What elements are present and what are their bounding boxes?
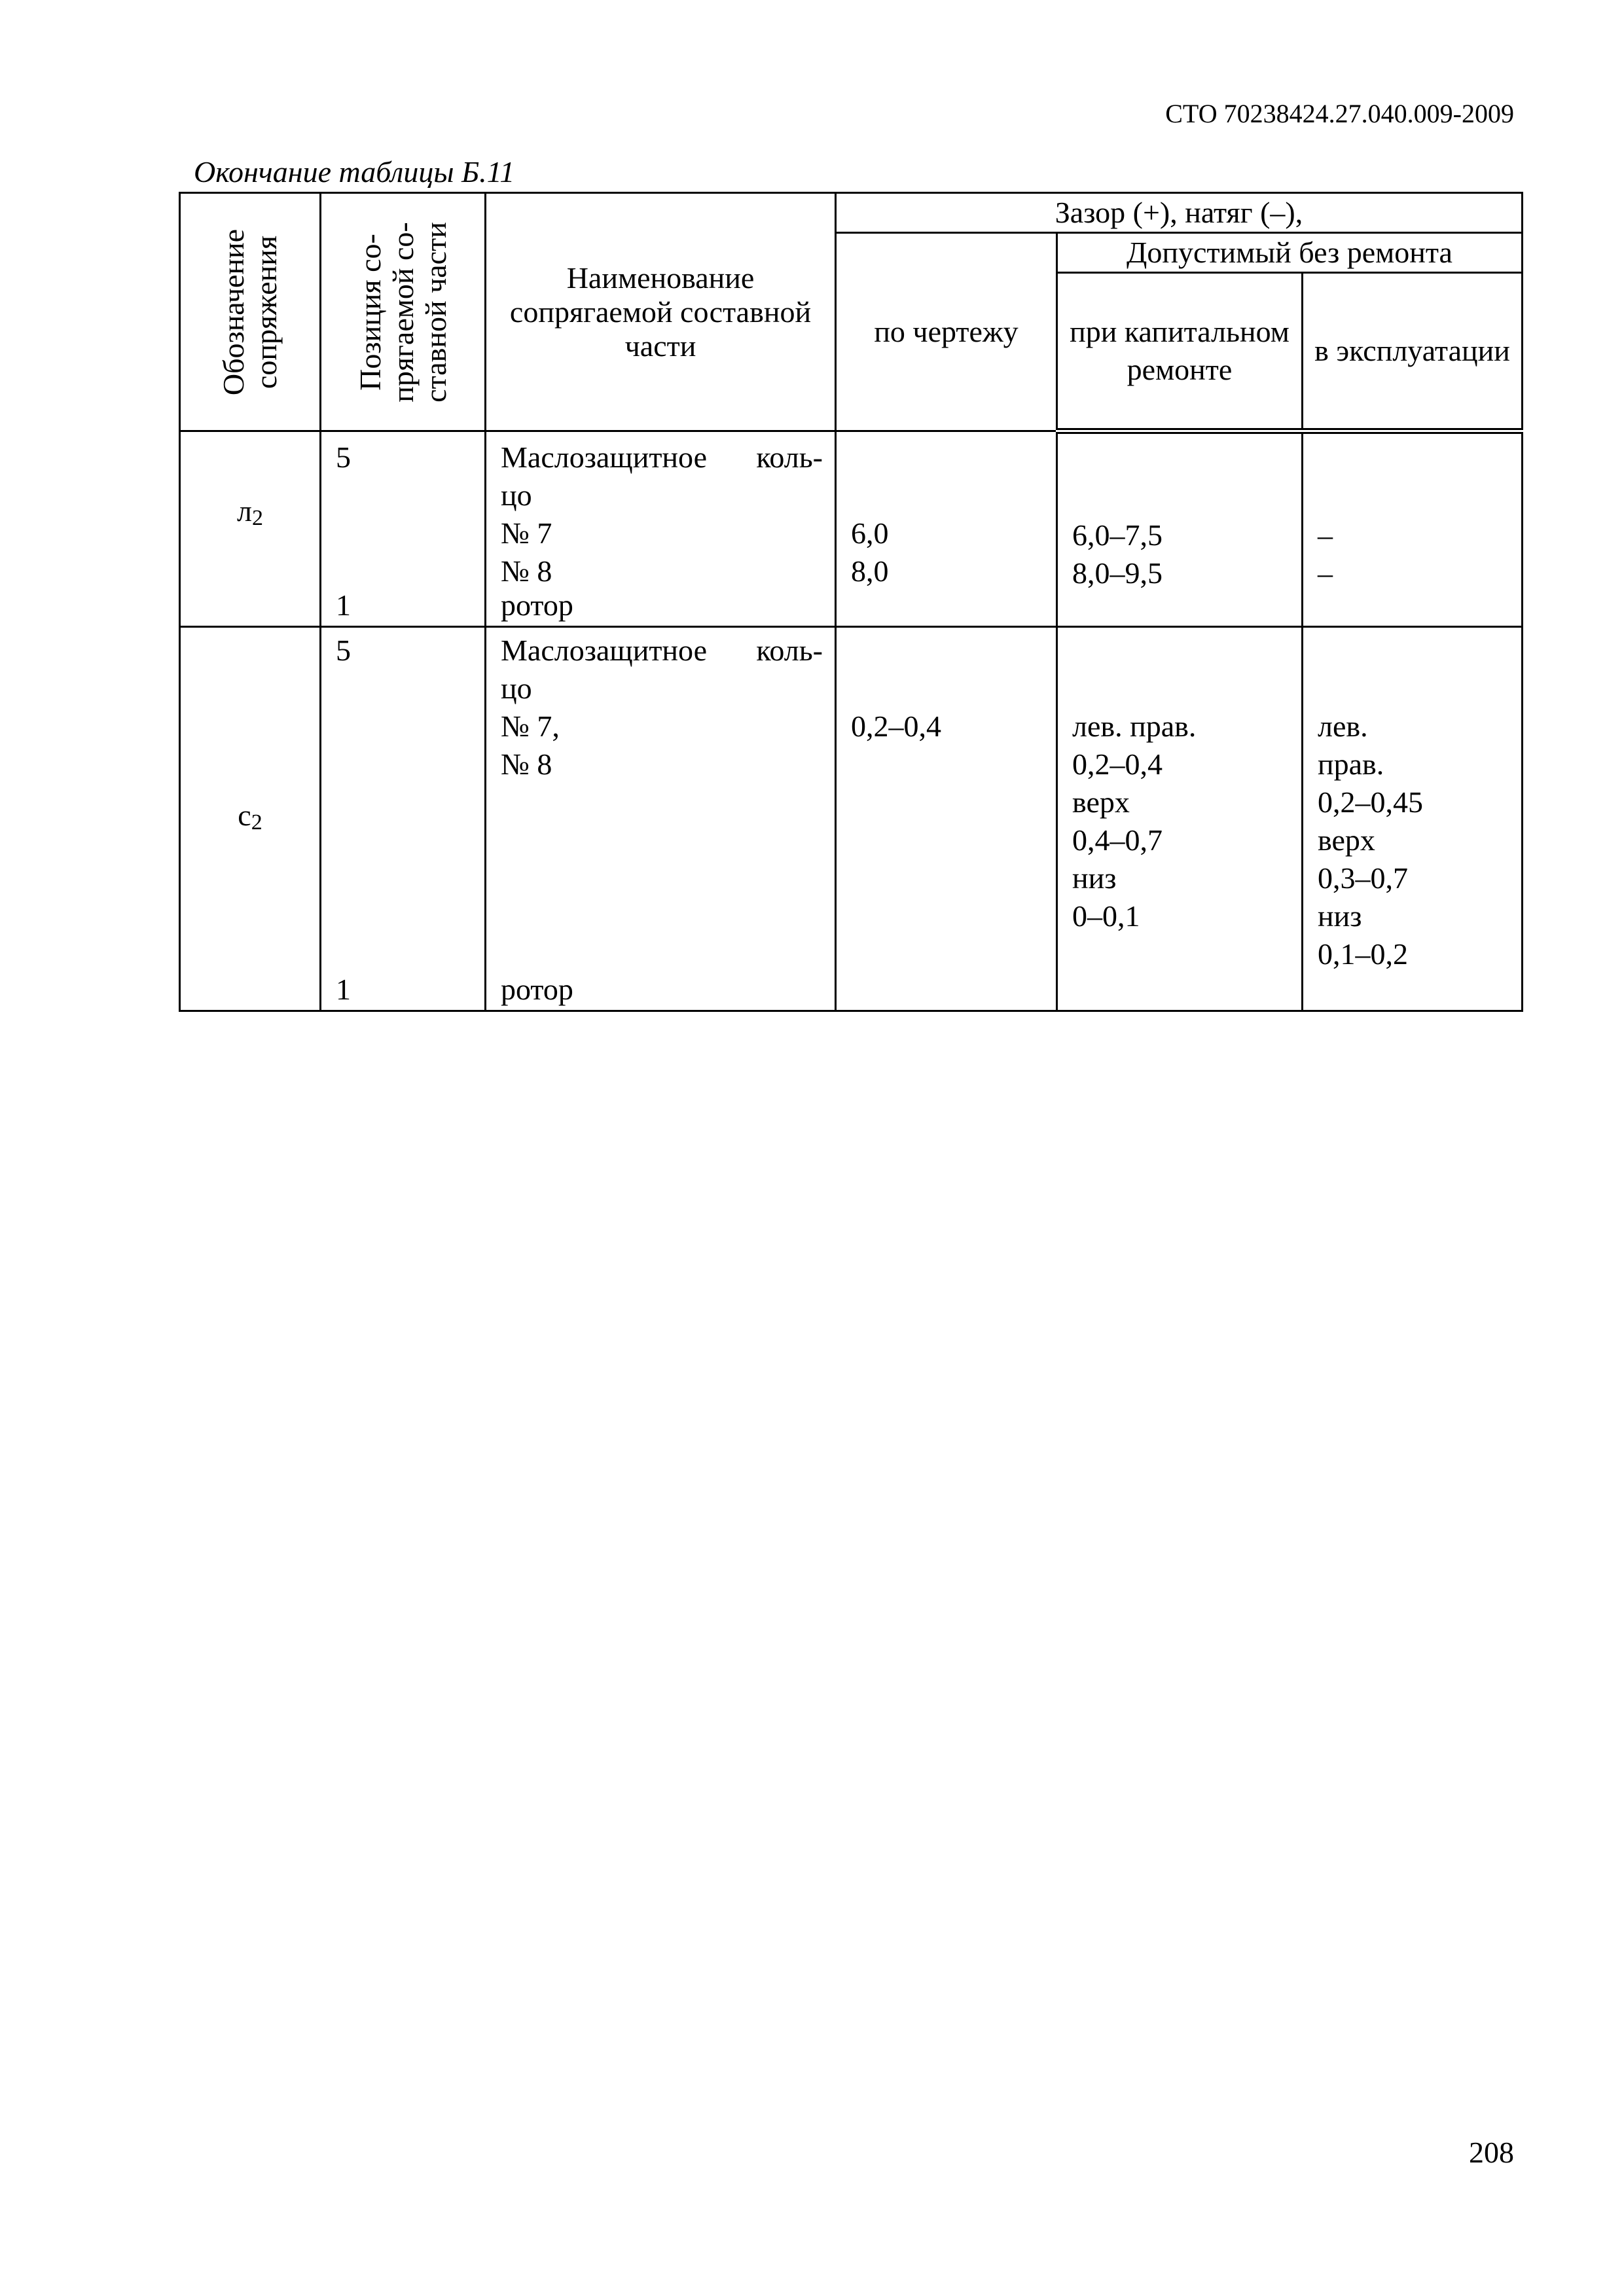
part-name-cell: Маслозащитное коль- цо № 7, № 8 ротор bbox=[486, 627, 836, 1011]
by-drawing-cell: 0,2–0,4 bbox=[836, 627, 1057, 1011]
capital-repair-cell: лев. прав. 0,2–0,4 верх 0,4–0,7 низ 0–0,1 bbox=[1057, 627, 1303, 1011]
table-header bbox=[180, 193, 1523, 431]
designation-cell: $л_2$ bbox=[180, 431, 321, 627]
document-code: СТО 70238424.27.040.009-2009 bbox=[1165, 99, 1514, 128]
header-by-drawing: по чертежу bbox=[836, 233, 1057, 431]
header-allowed-without-repair: Допустимый без ремонта bbox=[1057, 233, 1523, 273]
part-name-cell: Маслозащитное коль- цо № 7 № 8 ротор bbox=[486, 431, 836, 627]
header-position: Позиция со- прягаемой со- ставной части bbox=[321, 193, 486, 431]
header-part-name: Наименование сопрягаемой составной части bbox=[486, 193, 836, 431]
in-operation-cell: – – bbox=[1303, 431, 1523, 627]
table-row bbox=[180, 627, 1523, 1011]
designation-cell: $с_2$ bbox=[180, 627, 321, 1011]
position-cell: 5 1 bbox=[321, 627, 486, 1011]
header-designation: Обозначение сопряжения bbox=[180, 193, 321, 431]
header-capital-repair: при капитальном ремонте bbox=[1057, 273, 1303, 431]
position-cell: 5 1 bbox=[321, 431, 486, 627]
in-operation-cell: лев. прав. 0,2–0,45 верх 0,3–0,7 низ 0,1–0,2 bbox=[1303, 627, 1523, 1011]
capital-repair-cell: 6,0–7,5 8,0–9,5 bbox=[1057, 431, 1303, 627]
page-number: 208 bbox=[1469, 2136, 1514, 2169]
header-gap-interference: Зазор (+), натяг (–), bbox=[836, 193, 1523, 233]
table-row bbox=[180, 431, 1523, 627]
mating-clearance-table bbox=[179, 192, 1523, 1012]
header-in-operation: в эксплуатации bbox=[1303, 273, 1523, 431]
table-caption: Окончание таблицы Б.11 bbox=[194, 155, 515, 188]
by-drawing-cell: 6,0 8,0 bbox=[836, 431, 1057, 627]
